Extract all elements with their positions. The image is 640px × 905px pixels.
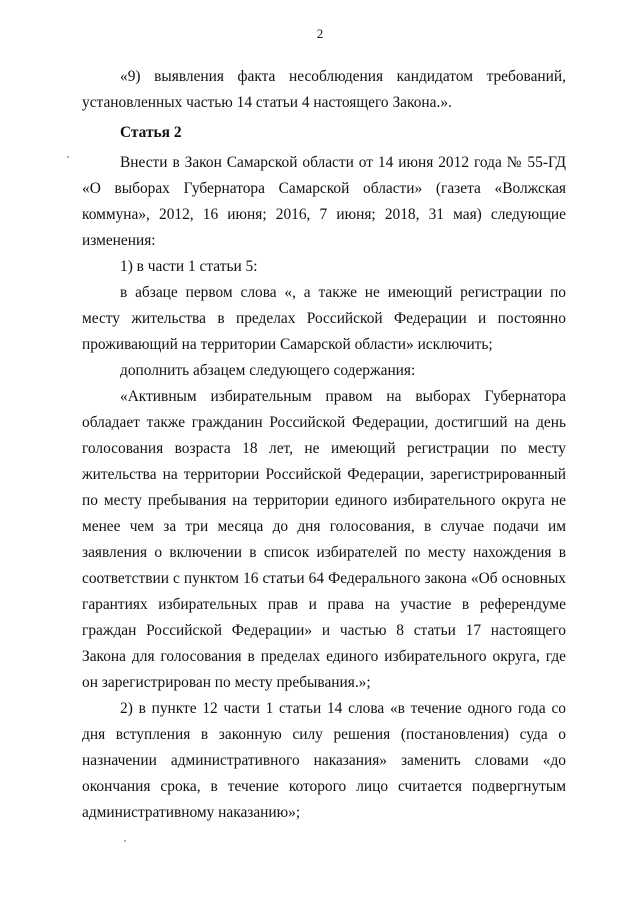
paragraph-point-1: 1) в части 1 статьи 5: [120, 258, 258, 275]
article-heading: Статья 2 [120, 124, 182, 141]
paragraph-add-abzac: дополнить абзацем следующего содержания: [120, 362, 416, 379]
scan-speck [67, 156, 69, 158]
paragraph-new-abzac-text: «Активным избирательным правом на выборах Губернатора обладает также гражданин Российской Федерации, достигший на день голосования возраста 18 лет, не имеющий регистрации по месту жительства на территории Российской Федерации, зарегистрированный по месту пребывания на территории единого избирательного округа не менее чем за три месяца до дня голосования, в случае подачи им заявления о включении в список избирателей по месту нахождения в соответствии с пунктом 16 статьи 64 Федерального закона «Об основных гарантиях избирательных прав и права на участие в референдуме граждан Российской Федерации» и частью 8 статьи 17 настоящего Закона для голосования в пределах единого избирательного округа, где он зарегистрирован по месту пребывания.»; [82, 388, 566, 691]
page-number: 2 [316, 26, 324, 41]
scan-speck [124, 840, 126, 842]
paragraph-first-abzac-change: в абзаце первом слова «, а также не имеющий регистрации по месту жительства в пределах Российской Федерации и постоянно проживающий на территории Самарской области» исключить; [82, 284, 566, 353]
paragraph-point-2: 2) в пункте 12 части 1 статьи 14 слова «в течение одного года со дня вступления в законную силу решения (постановления) суда о назначении административного наказания» заменить словами «до окончания срока, в течение которого лицо считается подвергнутым административному наказанию»; [82, 700, 566, 821]
document-body [82, 64, 566, 826]
paragraph-amendment-intro: Внести в Закон Самарской области от 14 июня 2012 года № 55-ГД «О выборах Губернатора Самарской области» (газета «Волжская коммуна», 2012, 16 июня; 2016, 7 июня; 2018, 31 мая) следующие изменения: [82, 154, 566, 249]
paragraph-item-9-ending: «9) выявления факта несоблюдения кандидатом требований, установленных частью 14 статьи 4 настоящего Закона.». [82, 68, 566, 111]
